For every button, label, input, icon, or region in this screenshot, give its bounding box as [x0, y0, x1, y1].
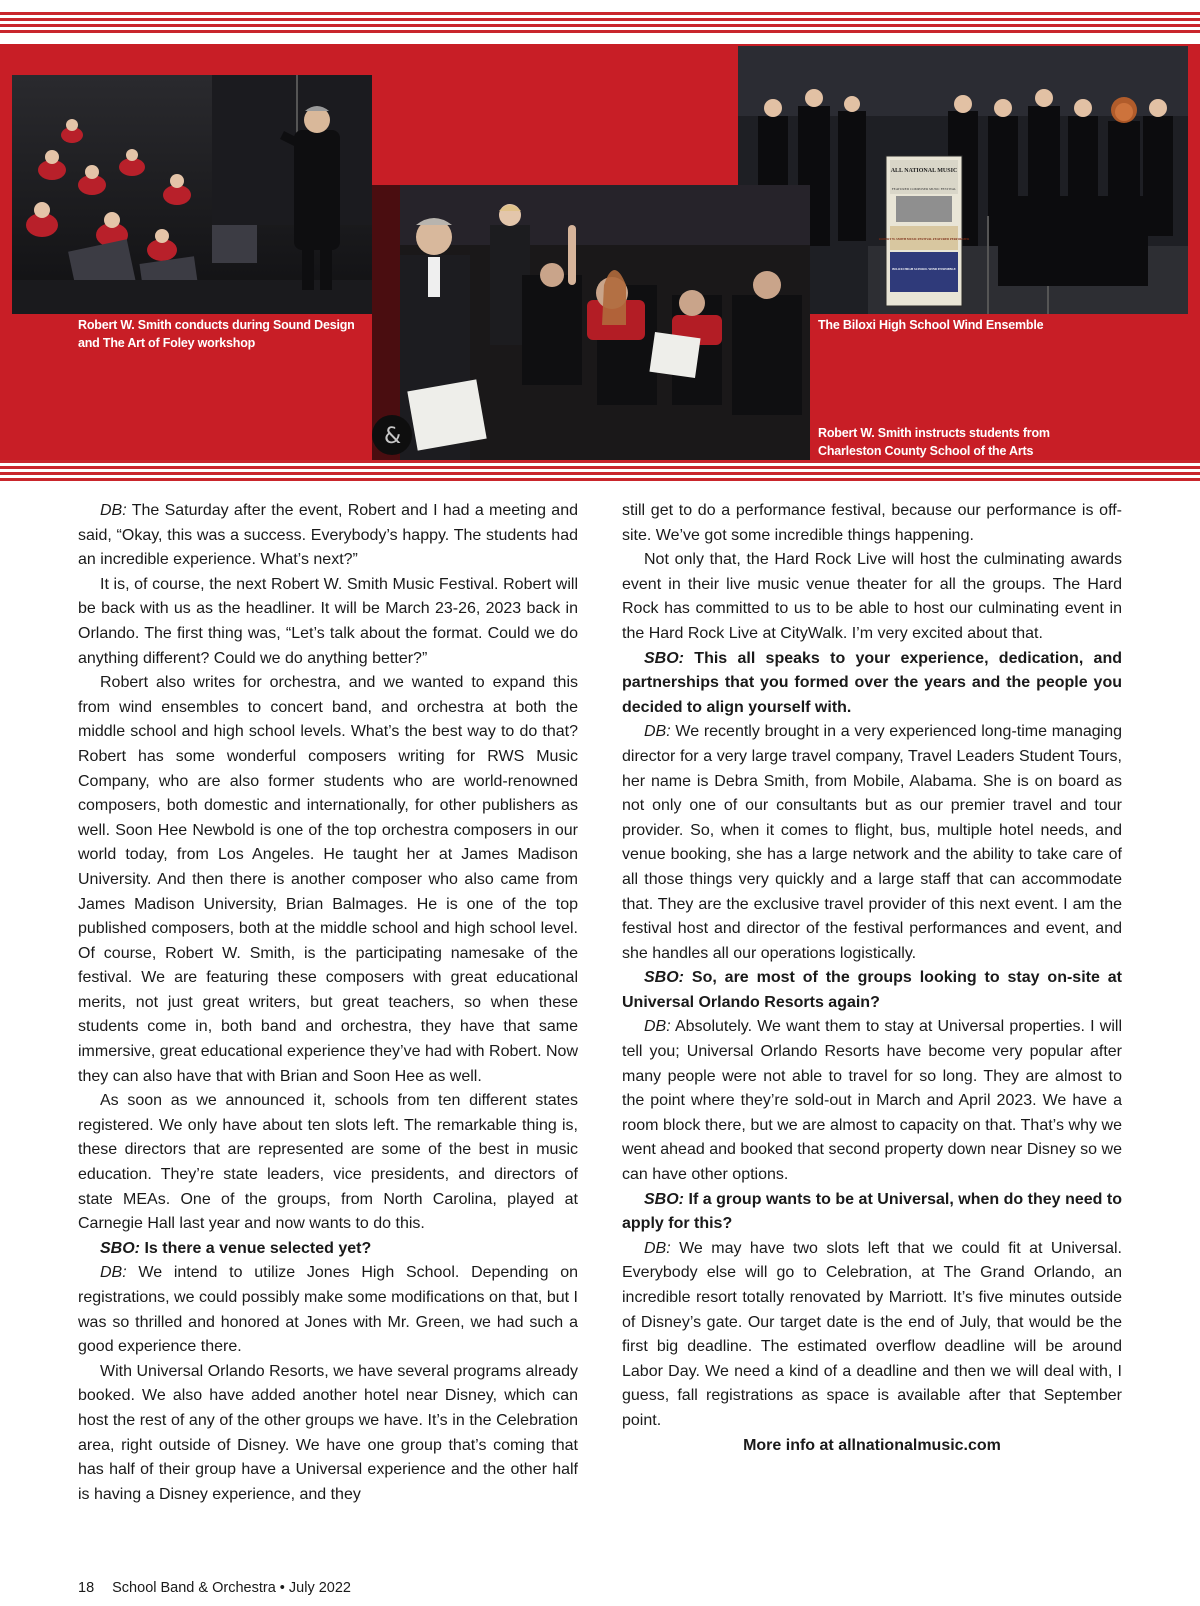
poster-brand: ALL NATIONAL MUSIC [890, 168, 958, 174]
speaker-label: DB: [644, 1018, 671, 1036]
speaker-label: SBO: [644, 969, 684, 987]
paragraph: It is, of course, the next Robert W. Smith Music Festival. Robert will be back with us as the headliner. It will be March 23-26, 2023 back in Orlando. The first thing was, “Let’s talk about the format. Could we do anything different? Could we do anything better?” [78, 575, 578, 667]
speaker-label: DB: [100, 1264, 127, 1282]
poster-group: BILOXI HIGH SCHOOL WIND ENSEMBLE [892, 267, 956, 271]
speaker-label: DB: [644, 723, 671, 741]
speaker-label: DB: [100, 502, 127, 519]
speaker-label: SBO: [644, 1190, 684, 1208]
paragraph: DB: We may have two slots left that we could fit at Universal. Everybody else will go to Celebration, at The Grand Orlando, an incredible resort totally renovated by Marriott. It’s five minutes outside of Disney’s gate. Our target date is the end of July, that would be the first big deadline. The estimated overflow deadline will be around Labor Day. We need a kind of a deadline and then we will deal with, I guess, fall registrations as space is available after that September point. [622, 1239, 1122, 1429]
bottom-stripes [0, 460, 1200, 490]
paragraph: Robert also writes for orchestra, and we wanted to expand this from wind ensembles to concert band, and orchestra at both the middle school and high school levels. What’s the best way to do that? Robert has some wonderful composers writing for RWS Music Company, who are also former students who are world-renowned composers, both domestic and internationally, for other publishers as well. Soon Hee Newbold is one of the top orchestra composers in our world today, from Los Angeles. He taught her at James Madison University. And then there is another composer who also came from James Madison University, Brian Balmages. He is one of the top published composers, both at the middle school and high school level. Of course, Robert W. Smith, is the participating namesake of the festival. We are featuring these composers with great educational merits, not just great writers, but great teachers, so when these students come in, both band and orchestra, they have that same immersive, great educational experience they’ve had with Robert. Now they can also have that with Brian and Soon Hee as well. [78, 674, 578, 1085]
speaker-label: DB: [644, 1239, 671, 1257]
caption-middle-photo: Robert W. Smith instructs students from Charleston County School of the Arts [818, 426, 1050, 458]
interview-question: SBO: If a group wants to be at Universal, when do they need to apply for this? [622, 1190, 1122, 1233]
speaker-label: SBO: [100, 1239, 140, 1257]
page-number: 18 [78, 1580, 95, 1596]
photo-conducting-workshop [12, 75, 372, 314]
page-footer [78, 1580, 351, 1596]
article-column-left [78, 499, 578, 1507]
top-stripes [0, 12, 1200, 42]
caption-left-photo: Robert W. Smith conducts during Sound Design and The Art of Foley workshop [78, 318, 355, 350]
paragraph: Not only that, the Hard Rock Live will host the culminating awards event in their live music venue theater for all the groups. The Hard Rock has committed to us to be able to host our culminating event in the Hard Rock Live at CityWalk. I’m very excited about that. [622, 551, 1122, 642]
interview-question: SBO: So, are most of the groups looking to stay on-site at Universal Orlando Resorts again? [622, 969, 1122, 1011]
svg-text:&: & [384, 424, 402, 449]
paragraph: DB: Absolutely. We want them to stay at Universal properties. I will tell you; Universal Orlando Resorts have become very popular after many people were not able to travel for so long. They are almost to the point where they’re sold-out in March and April 2023. We have a room block there, but we are almost to capacity on that. That’s why we went ahead and booked that second property down near Disney so we can have other options. [622, 1018, 1122, 1184]
paragraph: DB: We intend to utilize Jones High School. Depending on registrations, we could possibly make some modifications on that, but I was so thrilled and honored at Jones with Mr. Green, we had such a good experience there. [78, 1264, 578, 1356]
poster-headline: ROBERT W. SMITH MUSIC FESTIVAL FEATURED PERFORMER [878, 237, 970, 241]
more-info-link[interactable]: More info at allnationalmusic.com [743, 1436, 1001, 1454]
article-column-right [622, 499, 1122, 1458]
interview-question: SBO: Is there a venue selected yet? [100, 1239, 372, 1257]
publication-name: School Band & Orchestra [112, 1580, 276, 1596]
paragraph: DB: We recently brought in a very experienced long-time managing director for a very large travel company, Travel Leaders Student Tours, her name is Debra Smith, from Mobile, Alabama. She is on board as not only one of our consultants but as our premier travel and tour provider. So, when it comes to flight, bus, multiple hotel needs, and venue booking, she has a large network and the ability to take care of all those things very quickly and a large staff that can accommodate that. They are the exclusive travel provider of this next event. I am the festival host and director of the festival performances and event, and she handles all our operations logistically. [622, 723, 1122, 962]
photo-instructing-students [372, 185, 810, 460]
paragraph: DB: The Saturday after the event, Robert and I had a meeting and said, “Okay, this was a success. Everybody’s happy. The students had an incredible experience. What’s next?” [78, 502, 578, 569]
issue-date: • July 2022 [279, 1580, 351, 1596]
paragraph: still get to do a performance festival, because our performance is off-site. We’ve got some incredible things happening. [622, 502, 1122, 544]
paragraph: With Universal Orlando Resorts, we have several programs already booked. We also have added another hotel near Disney, which can host the rest of any of the other groups we have. It’s in the Celebration area, right outside of Disney. We have one group that’s coming that has half of their group have a Universal experience and the other half is having a Disney experience, and they [78, 1362, 578, 1503]
interview-question: SBO: This all speaks to your experience, dedication, and partnerships that you formed over the years and the people you decided to align yourself with. [622, 649, 1122, 716]
poster-subtitle: FEATURED COMPOSER MUSIC FESTIVAL [891, 187, 957, 191]
paragraph: As soon as we announced it, schools from ten different states registered. We only have about ten slots left. The remarkable thing is, these directors that are represented are some of the best in music education. They’re state leaders, vice presidents, and directors of state MEAs. One of the groups, from North Carolina, played at Carnegie Hall last year and now wants to do this. [78, 1092, 578, 1233]
caption-right-photo: The Biloxi High School Wind Ensemble [818, 318, 1044, 332]
speaker-label: SBO: [644, 649, 684, 667]
